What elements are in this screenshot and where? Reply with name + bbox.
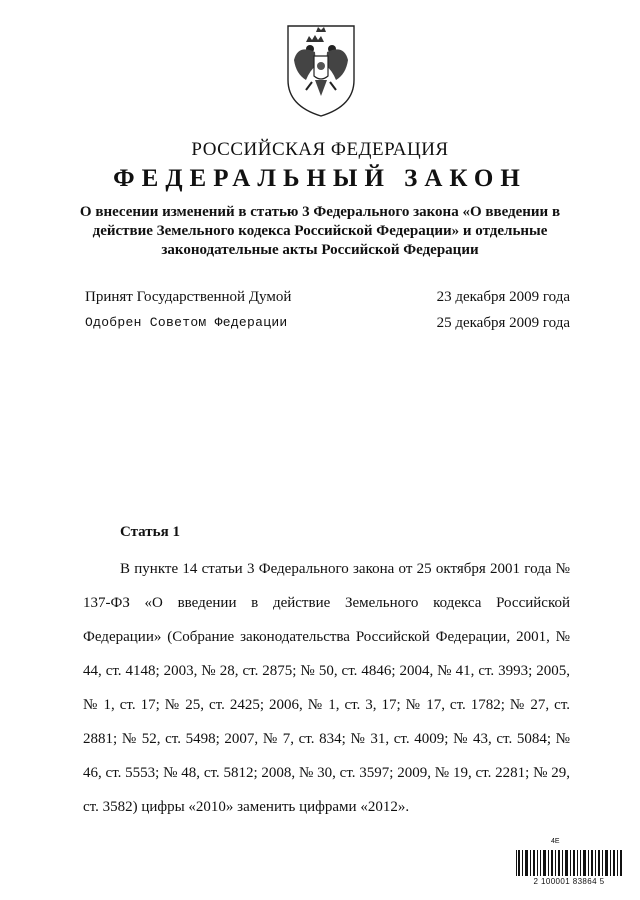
law-type-heading: ФЕДЕРАЛЬНЫЙ ЗАКОН bbox=[113, 165, 527, 192]
adoption-date: 25 декабря 2009 года bbox=[436, 315, 570, 331]
barcode-lines bbox=[514, 850, 624, 876]
country-heading: РОССИЙСКАЯ ФЕДЕРАЦИЯ bbox=[191, 139, 449, 160]
barcode-stamp: 4E bbox=[551, 838, 560, 845]
article-title: Статья 1 bbox=[120, 524, 180, 540]
adoption-date: 23 декабря 2009 года bbox=[436, 289, 570, 305]
adoption-label: Принят Государственной Думой bbox=[85, 289, 292, 305]
article-text: В пункте 14 статьи 3 Федерального закона от 25 октября 2001 года № 137-ФЗ «О введении в действие Земельного кодекса Российской Федерации» (Собрание законодательства Российской Федерации, 2001, № 44, ст. 4148; 2003, № 28, ст. 2875; № 50, ст. 4846; 2004, № 41, ст. 3993; 2005, № 1, ст. 17; № 25, ст. 2425; 2006, № 1, ст. 3, 17; № 17, ст. 1782; № 27, ст. 2881; № 52, ст. 5498; 2007, № 7, ст. 834; № 31, ст. 4009; № 43, ст. 5084; № 46, ст. 5553; № 48, ст. 5812; 2008, № 30, ст. 3597; 2009, № 19, ст. 2281; № 29, ст. 3582) цифры «2010» заменить цифрами «2012». bbox=[83, 561, 570, 815]
law-title: О внесении изменений в статью 3 Федерального закона «О введении в действие Земельного кодекса Российской Федерации» и отдельные законодательные акты Российской Федерации bbox=[79, 204, 561, 258]
state-emblem-icon bbox=[282, 22, 360, 118]
document-barcode bbox=[514, 838, 624, 888]
barcode-number: 2 100001 83864 5 bbox=[533, 877, 605, 886]
adoption-label: Одобрен Советом Федерации bbox=[85, 315, 288, 330]
